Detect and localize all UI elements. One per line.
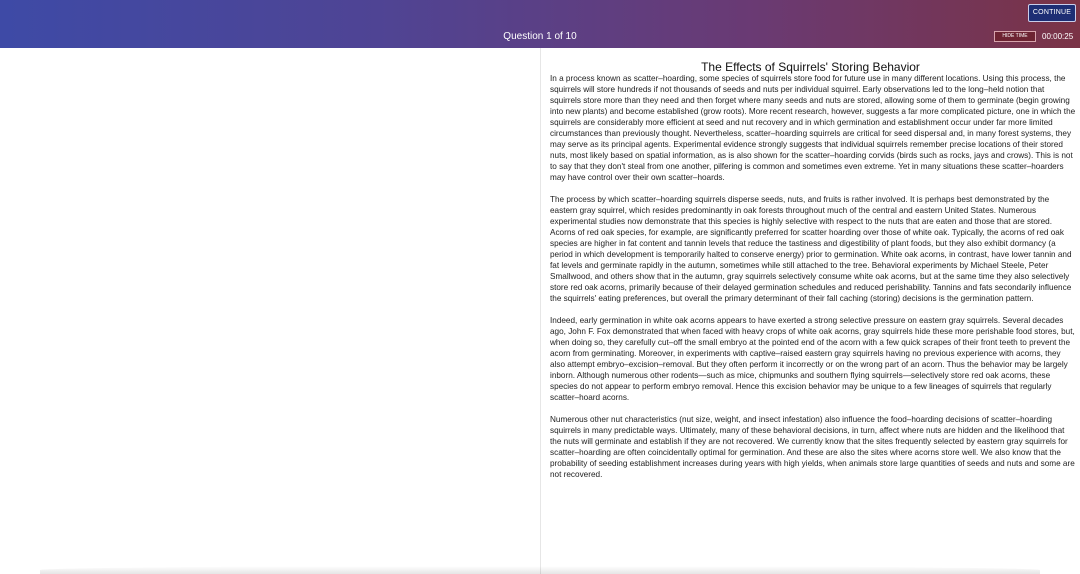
top-bar	[0, 0, 1080, 48]
passage-paragraph-3: Indeed, early germination in white oak acorns appears to have exerted a strong selective pressure on eastern gray squirrels. Several decades ago, John F. Fox demonstrated that when faced with heavy crops of white oak acorns, gray squirrels hide these more perishable food stores, but, when doing so, they carefully cut–off the small embryo at the pointed end of the acorn with a few quick scrapes of their front teeth to prevent the acorn from germinating. Moreover, in experiments with captive–raised eastern gray squirrels having no previous experience with acorns, they also attempt embryo–excision–removal. But they often perform it incorrectly or on the wrong part of an acorn. Thus the behavior may be largely inborn. Although numerous other rodents—such as mice, chipmunks and southern flying squirrels—selectively store red oak acorns, these species do not appear to perform embryo removal. Hence this excision behavior may be unique to a few lineages of squirrels that regularly scatter–hoard acorns.	[550, 316, 1075, 402]
timer: 00:00:25	[1042, 32, 1074, 41]
question-pane	[0, 48, 540, 574]
passage-pane	[541, 48, 1080, 574]
question-counter: Question 1 of 10	[503, 31, 577, 42]
passage-title: The Effects of Squirrels' Storing Behavior	[701, 60, 920, 74]
passage-paragraph-1: In a process known as scatter–hoarding, some species of squirrels store food for future use in many different locations. Using this process, the squirrels will store hundreds if not thousands of seeds and nuts per individual squirrel. Early observations led to the long–held notion that squirrels store more than they need and then forget where many seeds and nuts are stored, allowing some of them to germinate (begin growing into new plants) and become established (grow roots). More recent research, however, suggests a far more complicated picture, one in which the squirrels are considerably more efficient at seed and nut recovery and in which germination and establishment occur under far more limited circumstances than previously thought. Nevertheless, scatter–hoarding squirrels are critical for seed dispersal and, in many forest systems, they may serve as its principal agents. Experimental evidence strongly suggests that individual squirrels remember precise locations of their stored nuts, most likely based on spatial information, as is also shown for the scatter–hoarding corvids (birds such as rocks, jays and crows). This is not to say that they don't steal from one another, pilfering is common and sometimes even extreme. Yet in many situations these scatter–hoarders may have control over their own scatter–hoards.	[550, 74, 1076, 182]
hide-time-button[interactable]: HIDE TIME	[994, 31, 1036, 42]
passage-text	[550, 73, 1076, 491]
passage-paragraph-4: Numerous other nut characteristics (nut size, weight, and insect infestation) also influence the food–hoarding decisions of scatter–hoarding squirrels in many predictable ways. Ultimately, many of these behavioral decisions, in turn, affect where nuts are hidden and the likelihood that the nuts will germinate and establish if they are not recovered. We currently know that the sites frequently selected by eastern gray squirrels for scatter–hoarding are often coincidentally optimal for germination. And these are also the sites where acorns store well. We also know that the probability of seeding establishment increases during years with high yields, when animals store large quantities of seeds and nuts and some are not recovered.	[550, 415, 1075, 479]
continue-button[interactable]: CONTINUE	[1028, 4, 1076, 22]
bottom-shadow	[40, 566, 1040, 574]
passage-paragraph-2: The process by which scatter–hoarding squirrels disperse seeds, nuts, and fruits is rather involved. It is perhaps best demonstrated by the eastern gray squirrel, which resides predominantly in oak forests throughout much of the central and eastern United States. Numerous experimental studies now demonstrate that this species is highly selective with respect to the nuts that are eaten and those that are stored. Acorns of red oak species, for example, are significantly preferred for scatter hoarding over those of white oak. Typically, the acorns of red oak species are higher in fat content and tannin levels that reduce the tastiness and digestibility of plant foods, but they also exhibit dormancy (a period in which development is temporarily halted to conserve energy) prior to germination. White oak acorns, in contrast, have lower tannin and fat levels and germinate rapidly in the autumn, sometimes while still attached to the tree. Behavioral experiments by Michael Steele, Peter Smallwood, and others show that in the autumn, gray squirrels selectively consume white oak acorns, but at the same time they also selectively store red oak acorns, primarily because of their delayed germination schedules and reduced perishability. Tannins and fats secondarily influence the squirrels' eating preferences, but overall the primary determinant of their fall caching (storing) decisions is the germination pattern.	[550, 195, 1072, 303]
